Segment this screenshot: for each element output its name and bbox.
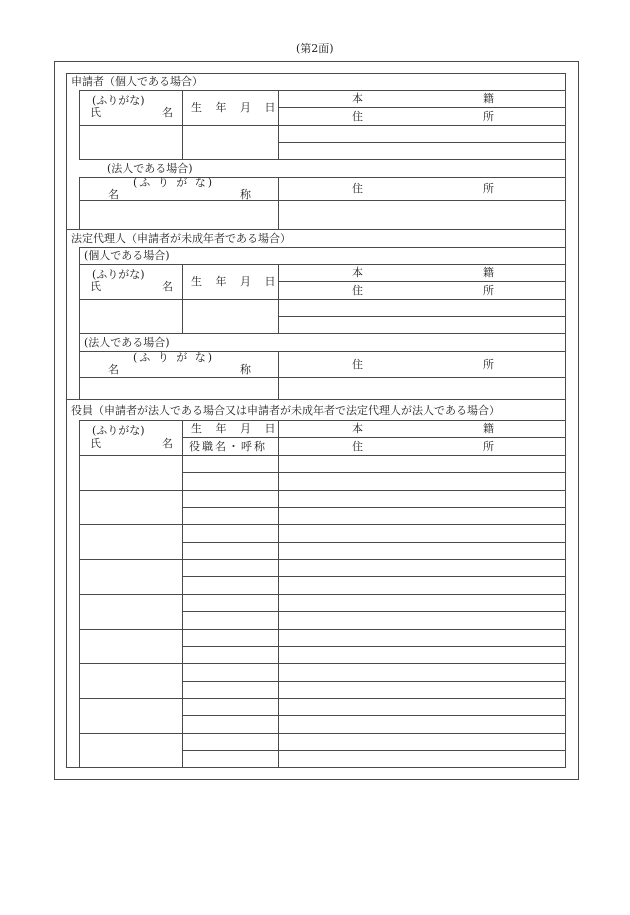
of-honseki-1: 本 [352,422,363,435]
outer-frame-bottom [54,779,579,780]
ac-line-200 [79,200,566,201]
lr-line-333 [79,333,566,334]
applicant-individual-heading: 申請者（個人である場合） [71,75,203,88]
ai-row-top [79,90,566,91]
lr-name-2: 名 [162,280,173,293]
of-title: 役職名・呼称 [189,440,267,453]
officer-block-line [79,455,566,456]
officer-block-line [79,594,566,595]
of-furigana: (ふりがな) [92,424,145,437]
ai-line-107 [278,107,566,108]
ai-honseki-1: 本 [352,92,363,105]
ac-line-229 [66,229,566,230]
lr-birth: 生 年 月 日 [191,275,281,288]
page-label: (第2面) [296,42,334,55]
applicant-corporate-heading: (法人である場合) [107,162,193,175]
inner-frame-top [66,73,566,74]
officer-block-line [79,733,566,734]
ai-name-1: 氏 [90,106,101,119]
officer-mid-line [182,507,566,508]
officer-mid-line [182,542,566,543]
ai-birth: 生 年 月 日 [191,101,281,114]
lr-corp-address-2: 所 [483,358,494,371]
lr-corp-name-2: 称 [240,363,251,376]
lr-honseki-2: 籍 [483,266,494,279]
officer-block-line [79,524,566,525]
lr-line-377 [79,377,566,378]
ac-col [278,177,279,230]
ac-furigana: (ふ り が な) [133,176,215,189]
lr-name-1: 氏 [90,280,101,293]
ac-address-1: 住 [352,182,363,195]
ai-line-125 [79,125,566,126]
officer-block-line [79,559,566,560]
ai-honseki-2: 籍 [483,92,494,105]
lr-line-299 [79,299,566,300]
ai-address-1: 住 [352,110,363,123]
of-address-2: 所 [483,440,494,453]
officer-block-line [79,663,566,664]
officer-mid-line [182,750,566,751]
officer-mid-line [182,715,566,716]
lr-corp-col [278,351,279,400]
lr-corp-name-1: 名 [108,363,119,376]
lr-line-264 [79,264,566,265]
officer-mid-line [182,576,566,577]
lr-address-2: 所 [483,284,494,297]
lr-corporate-heading: (法人である場合) [84,336,170,349]
of-name-2: 名 [162,437,173,450]
lr-address-1: 住 [352,284,363,297]
legal-rep-heading: 法定代理人（申請者が未成年者である場合） [71,232,291,245]
lr-line-247 [79,247,566,248]
officers-heading: 役員（申請者が法人である場合又は申請者が未成年者で法定代理人が法人である場合） [71,404,500,417]
officer-mid-line [182,646,566,647]
of-name-1: 氏 [90,437,101,450]
outer-frame-right [578,61,579,780]
officer-mid-line [182,472,566,473]
lr-corp-address-1: 住 [352,358,363,371]
officer-block-line [79,490,566,491]
inner-frame-left [66,73,67,768]
ac-left [79,177,80,230]
ai-name-2: 名 [162,106,173,119]
of-address-1: 住 [352,440,363,453]
ac-name-2: 称 [240,188,251,201]
lr-line-281 [278,281,566,282]
of-line-420 [79,420,566,421]
of-birth: 生 年 月 日 [191,422,281,435]
outer-frame-top [54,61,579,62]
lr-line-316 [278,316,566,317]
lr-corp-furigana: (ふ り が な) [133,351,215,364]
officer-mid-line [182,611,566,612]
lr-furigana: (ふりがな) [92,268,145,281]
ai-furigana: (ふりがな) [92,94,145,107]
outer-frame-left [54,61,55,780]
ai-line-142 [278,142,566,143]
lr-line-399 [66,399,566,400]
officer-block-line [79,629,566,630]
inner-frame-bottom [66,767,566,768]
of-honseki-2: 籍 [483,422,494,435]
ac-name-1: 名 [108,188,119,201]
ac-address-2: 所 [483,182,494,195]
ai-line-159 [79,159,566,160]
lr-honseki-1: 本 [352,266,363,279]
officer-block-line [79,698,566,699]
of-line-437 [182,437,566,438]
ai-address-2: 所 [483,110,494,123]
officer-mid-line [182,681,566,682]
lr-individual-heading: (個人である場合) [84,249,170,262]
